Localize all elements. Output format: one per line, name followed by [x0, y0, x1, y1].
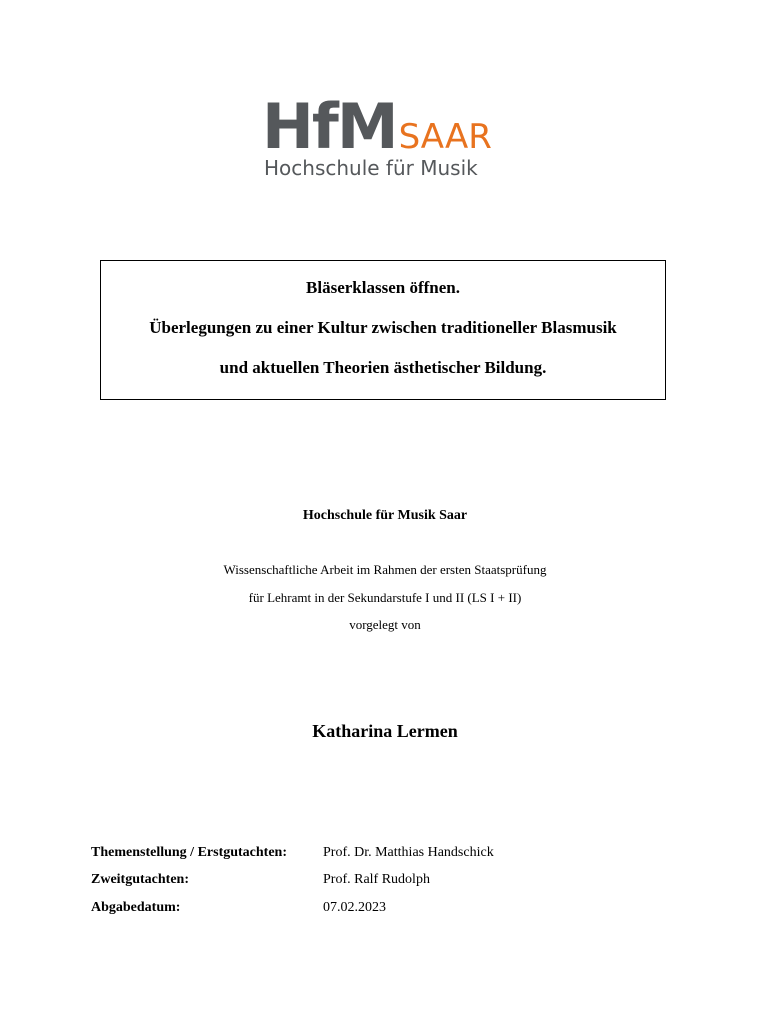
title-line-2: Überlegungen zu einer Kultur zwischen traditioneller Blasmusik: [149, 318, 617, 337]
hfm-saar-logo: [262, 90, 522, 186]
title-line-3: und aktuellen Theorien ästhetischer Bildung.: [219, 358, 547, 377]
author-name: Katharina Lermen: [312, 721, 458, 741]
meta-value: 07.02.2023: [323, 900, 386, 915]
logo-wordmark: [262, 90, 492, 163]
description-line-3: vorgelegt von: [349, 617, 421, 632]
description-line-1: Wissenschaftliche Arbeit im Rahmen der ersten Staatsprüfung: [223, 562, 547, 577]
meta-value: Prof. Ralf Rudolph: [323, 872, 430, 887]
meta-row-second-reviewer: [91, 870, 691, 890]
logo-saar-text: SAAR: [398, 117, 492, 157]
meta-row-supervisor: [91, 843, 691, 863]
meta-label: Zweitgutachten:: [91, 872, 189, 887]
title-box: [100, 260, 666, 400]
title-line-1: Bläserklassen öffnen.: [306, 278, 460, 297]
logo-subtitle: Hochschule für Musik: [264, 156, 478, 180]
description-line-2: für Lehramt in der Sekundarstufe I und II (LS I + II): [248, 590, 522, 605]
meta-label: Abgabedatum:: [91, 900, 181, 915]
meta-row-submission-date: [91, 898, 691, 918]
meta-label: Themenstellung / Erstgutachten:: [91, 845, 287, 860]
logo-hfm-text: HfM: [262, 90, 397, 163]
meta-value: Prof. Dr. Matthias Handschick: [323, 845, 494, 860]
institution-name: Hochschule für Musik Saar: [302, 508, 468, 523]
